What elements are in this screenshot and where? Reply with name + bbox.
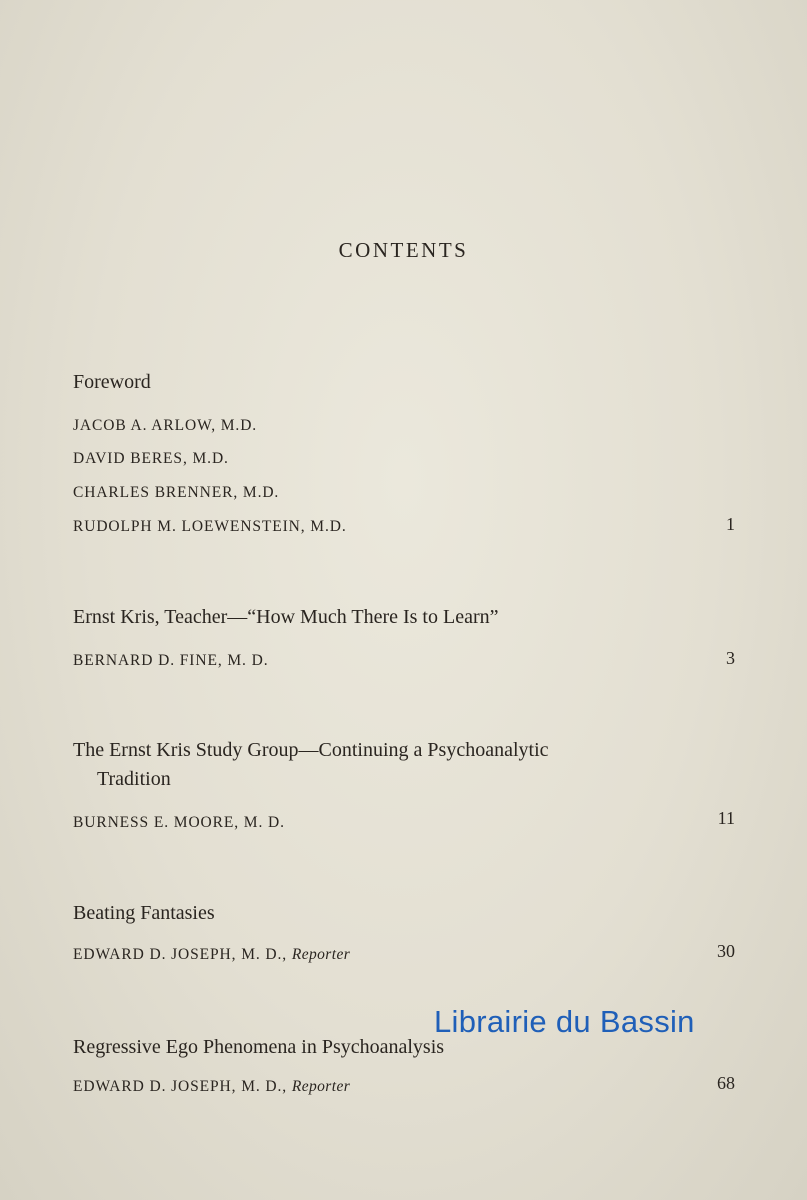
author-role: Reporter [291,1078,351,1095]
entry-page-number: 1 [726,514,735,534]
entry-author: BURNESS E. MOORE, M. D. [73,814,285,831]
entry-author: CHARLES BRENNER, M.D. [73,484,280,501]
contents-heading: CONTENTS [338,238,469,262]
entry-title-study-group [73,736,713,794]
entry-author: BERNARD D. FINE, M. D. [73,652,269,669]
entry-page-number: 11 [717,808,735,828]
entry-title-ernst-kris-teacher: Ernst Kris, Teacher—“How Much There Is to Learn” [73,606,499,628]
entry-author [73,946,350,964]
author-name: EDWARD D. JOSEPH, M. D., [73,946,288,963]
entry-author: JACOB A. ARLOW, M.D. [73,417,258,434]
entry-page-number: 30 [717,941,735,961]
entry-title-regressive-ego: Regressive Ego Phenomena in Psychoanalysis [73,1036,445,1058]
entry-title-line: The Ernst Kris Study Group—Continuing a Psychoanalytic [73,739,549,761]
entry-title-beating-fantasies: Beating Fantasies [73,902,215,924]
entry-title-foreword: Foreword [73,371,151,393]
entry-page-number: 68 [717,1073,735,1093]
entry-author [73,1078,350,1096]
author-role: Reporter [291,946,351,963]
entry-author: RUDOLPH M. LOEWENSTEIN, M.D. [73,518,347,535]
author-name: EDWARD D. JOSEPH, M. D., [73,1078,288,1095]
entry-page-number: 3 [726,648,735,668]
watermark-text: Librairie du Bassin [434,1004,695,1039]
entry-title-line: Tradition [97,768,171,790]
entry-author: DAVID BERES, M.D. [73,450,229,467]
